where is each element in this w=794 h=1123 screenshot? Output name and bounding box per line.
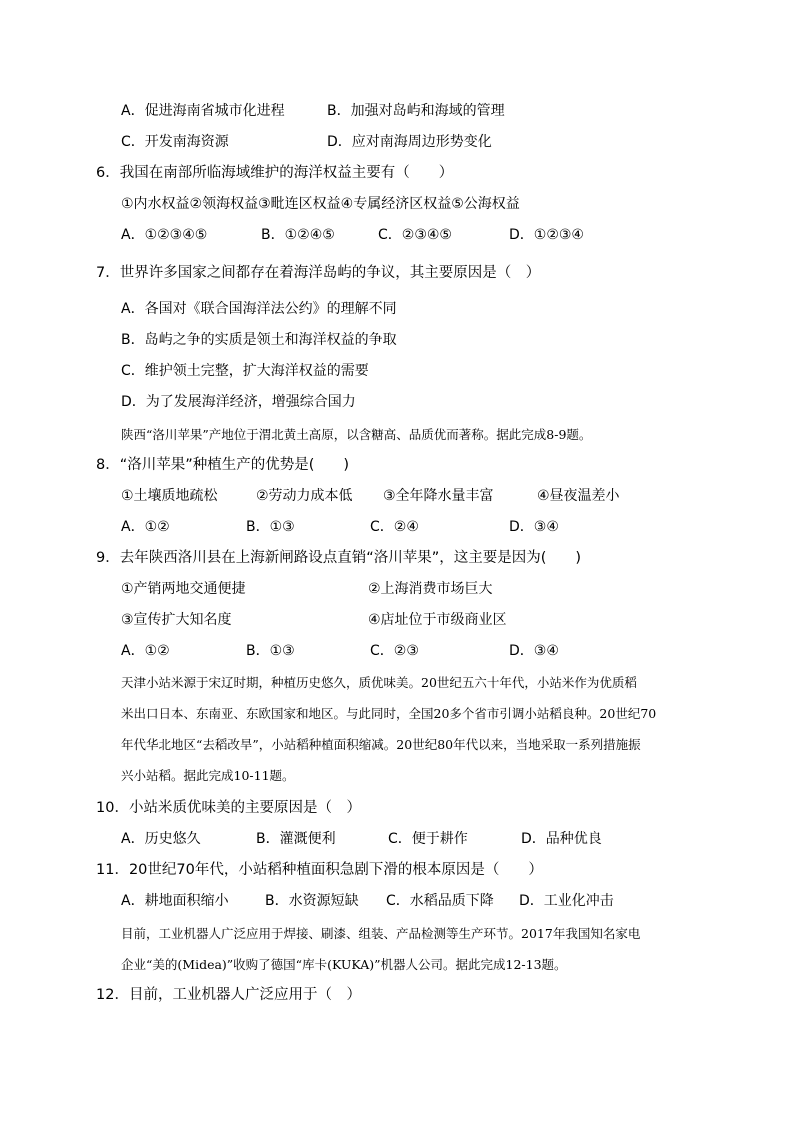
- passage-10-11-line-2: 米出口日本、东南亚、东欧国家和地区。与此同时，全国20多个省市引调小站稻良种。20世纪70: [121, 706, 657, 721]
- q9-option-d: D．③④: [509, 643, 559, 659]
- q8-item-2: ②劳动力成本低: [256, 488, 353, 504]
- q5-option-c: C．开发南海资源: [121, 134, 229, 150]
- q8-item-3: ③全年降水量丰富: [383, 488, 494, 504]
- q8-option-b: B．①③: [246, 519, 295, 535]
- q5-option-d: D．应对南海周边形势变化: [327, 134, 492, 150]
- q11-option-d: D．工业化冲击: [519, 893, 614, 909]
- q8-stem: 8．“洛川苹果”种植生产的优势是( ): [96, 457, 350, 473]
- q7-stem: 7．世界许多国家之间都存在着海洋岛屿的争议，其主要原因是（ ）: [96, 265, 541, 281]
- q6-items: ①内水权益②领海权益③毗连区权益④专属经济区权益⑤公海权益: [121, 196, 520, 212]
- q8-option-c: C．②④: [370, 519, 419, 535]
- q8-item-1: ①土壤质地疏松: [121, 488, 218, 504]
- q11-stem: 11．20世纪70年代，小站稻种植面积急剧下滑的根本原因是（ ）: [96, 862, 543, 878]
- q9-item-2: ②上海消费市场巨大: [368, 581, 493, 597]
- passage-8-9: 陕西“洛川苹果”产地位于渭北黄土高原，以含糖高、品质优而著称。据此完成8-9题。: [121, 427, 592, 442]
- q9-option-a: A．①②: [121, 643, 170, 659]
- passage-12-13-line-2: 企业“美的(Midea)”收购了德国“库卡(KUKA)”机器人公司。据此完成12-13题。: [121, 957, 567, 972]
- q9-item-4: ④店址位于市级商业区: [368, 612, 507, 628]
- q6-option-b: B．①②④⑤: [261, 227, 335, 243]
- q10-option-b: B．灌溉便利: [256, 831, 336, 847]
- q8-item-4: ④昼夜温差小: [537, 488, 620, 504]
- q7-option-d: D．为了发展海洋经济，增强综合国力: [121, 394, 356, 410]
- q7-option-a: A．各国对《联合国海洋法公约》的理解不同: [121, 301, 397, 317]
- q5-option-b: B．加强对岛屿和海域的管理: [327, 103, 505, 119]
- q10-option-a: A．历史悠久: [121, 831, 201, 847]
- q11-option-c: C．水稻品质下降: [386, 893, 494, 909]
- q6-option-a: A．①②③④⑤: [121, 227, 208, 243]
- q10-option-d: D．品种优良: [521, 831, 602, 847]
- q9-item-1: ①产销两地交通便捷: [121, 581, 246, 597]
- q6-option-c: C．②③④⑤: [378, 227, 452, 243]
- q7-option-c: C．维护领土完整，扩大海洋权益的需要: [121, 363, 369, 379]
- q11-option-a: A．耕地面积缩小: [121, 893, 229, 909]
- q9-option-b: B．①③: [246, 643, 295, 659]
- passage-10-11-line-1: 天津小站米源于宋辽时期，种植历史悠久，质优味美。20世纪五六十年代，小站米作为优质稻: [121, 675, 637, 690]
- q5-option-a: A．促进海南省城市化进程: [121, 103, 285, 119]
- q8-option-a: A．①②: [121, 519, 170, 535]
- passage-10-11-line-3: 年代华北地区“去稻改旱”，小站稻种植面积缩减。20世纪80年代以来，当地采取一系列措施振: [121, 737, 641, 752]
- passage-10-11-line-4: 兴小站稻。据此完成10-11题。: [121, 768, 295, 783]
- q6-option-d: D．①②③④: [509, 227, 584, 243]
- q9-option-c: C．②③: [370, 643, 419, 659]
- q10-option-c: C．便于耕作: [388, 831, 468, 847]
- q10-stem: 10．小站米质优味美的主要原因是（ ）: [96, 800, 361, 816]
- q8-option-d: D．③④: [509, 519, 559, 535]
- q7-option-b: B．岛屿之争的实质是领土和海洋权益的争取: [121, 332, 397, 348]
- q9-item-3: ③宣传扩大知名度: [121, 612, 232, 628]
- passage-12-13-line-1: 目前，工业机器人广泛应用于焊接、刷漆、组装、产品检测等生产环节。2017年我国知名家电: [121, 926, 641, 941]
- q11-option-b: B．水资源短缺: [265, 893, 359, 909]
- q9-stem: 9．去年陕西洛川县在上海新闸路设点直销“洛川苹果”，这主要是因为( ): [96, 550, 582, 566]
- q6-stem: 6．我国在南部所临海域维护的海洋权益主要有（ ）: [96, 165, 454, 181]
- q12-stem: 12．目前，工业机器人广泛应用于（ ）: [96, 987, 361, 1003]
